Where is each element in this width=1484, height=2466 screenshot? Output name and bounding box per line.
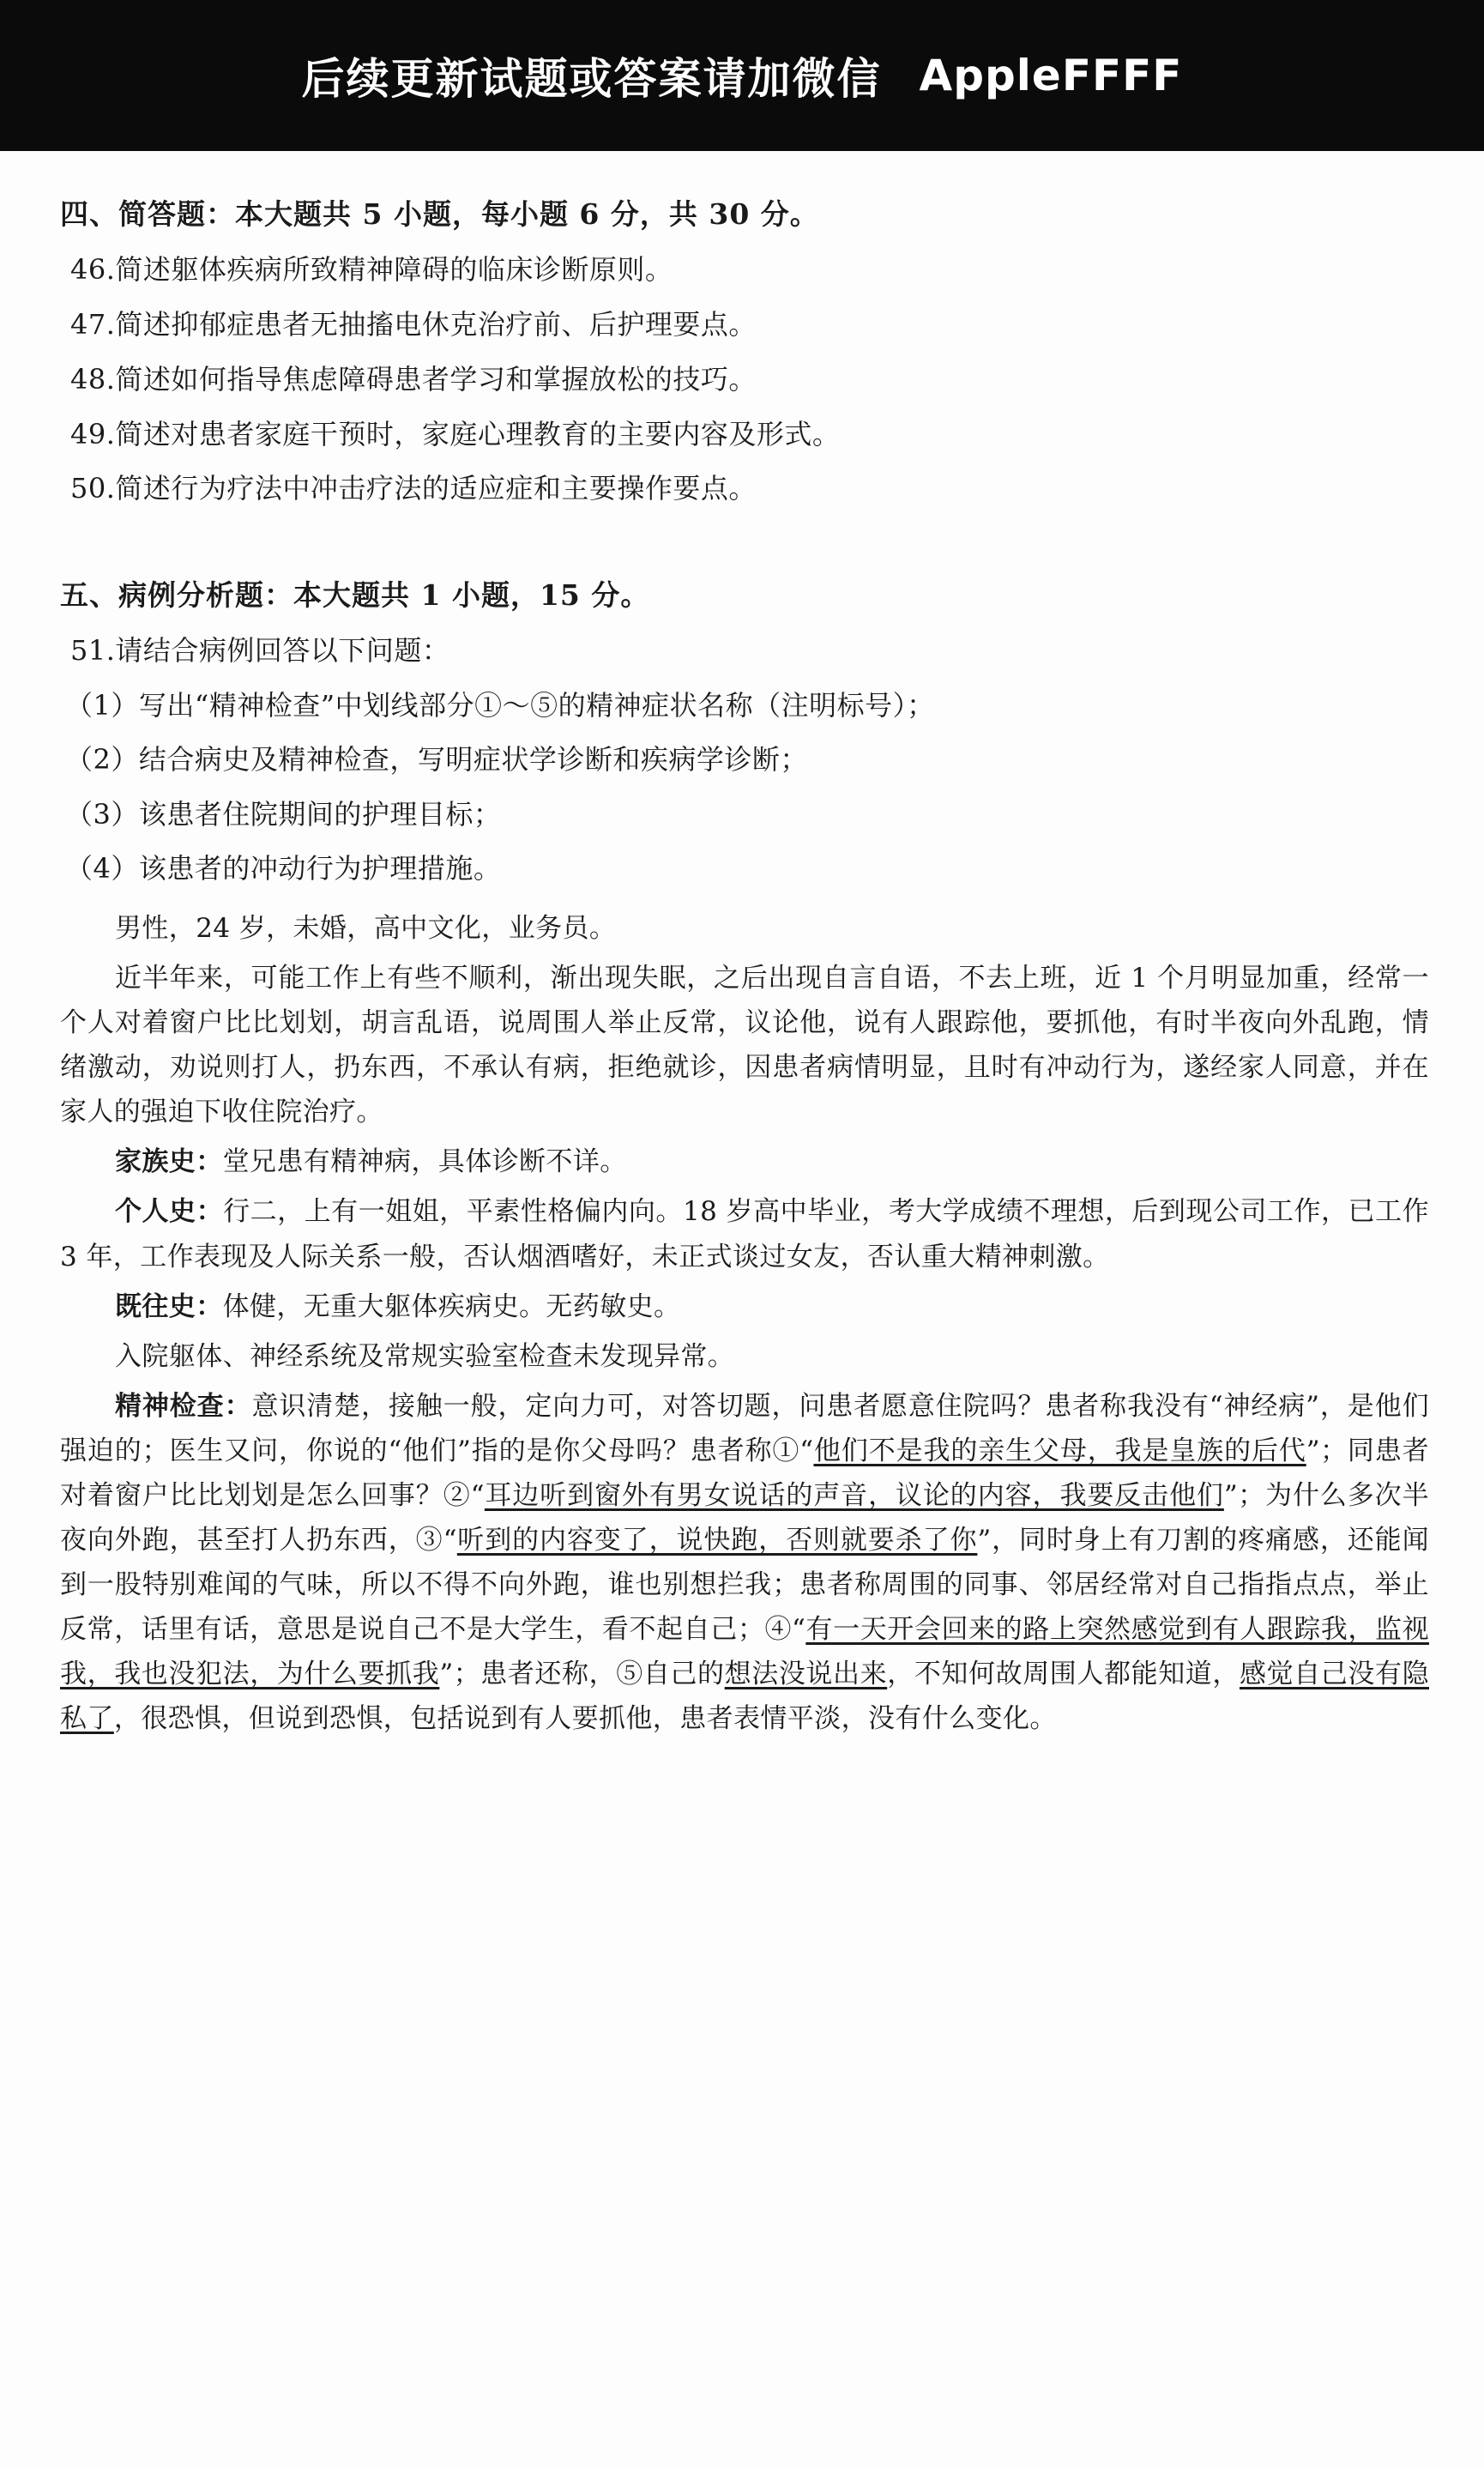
case-mental-exam [60, 1384, 1429, 1742]
case-past-history-label: 既往史： [115, 1290, 223, 1322]
case-admission-exam: 入院躯体、神经系统及常规实验室检查未发现异常。 [115, 1340, 735, 1372]
question-text: 简述抑郁症患者无抽搐电休克治疗前、后护理要点。 [115, 307, 757, 341]
case-past-history-text: 体健，无重大躯体疾病史。无药敏史。 [222, 1290, 681, 1322]
mental-exam-underline-1: 他们不是我的亲生父母，我是皇族的后代 [813, 1435, 1306, 1466]
question-number: 50. [70, 472, 116, 505]
question-number: 47. [70, 307, 116, 341]
mental-exam-text-3: ”；为什么多次半夜向外跑，甚至打人扔东西，③“ [60, 1479, 1429, 1556]
sub-question-item: （4）该患者的冲动行为护理措施。 [65, 851, 502, 885]
section-5-heading-lead: 五、病例分析题： [60, 578, 293, 613]
banner-notice-text: 后续更新试题或答案请加微信 [301, 54, 882, 104]
watermark-banner [0, 0, 1484, 151]
mental-exam-underline-6: 感觉自己没有隐私了 [60, 1659, 1429, 1735]
question-number: 51. [70, 634, 116, 668]
mental-exam-text-6: ，不知何故周围人都能知道， [887, 1659, 1240, 1690]
case-personal-history-text: 行二，上有一姐姐，平素性格偏内向。18 岁高中毕业，考大学成绩不理想，后到现公司工作，已工作 3 年，工作表现及人际关系一般，否认烟酒嗜好，未正式谈过女友，否认重大精神刺激。 [60, 1196, 1429, 1272]
document-body [0, 151, 1484, 1772]
case-description [60, 906, 1429, 1741]
case-family-history-label: 家族史： [115, 1146, 223, 1178]
question-item [60, 467, 1429, 511]
mental-exam-underline-4: 有一天开会回来的路上突然感觉到有人跟踪我，监视我，我也没犯法，为什么要抓我 [60, 1614, 1429, 1690]
question-text: 简述如何指导焦虑障碍患者学习和掌握放松的技巧。 [115, 362, 757, 396]
section-4-heading [60, 192, 1429, 236]
section-4-heading-rest: 本大题共 5 小题，每小题 6 分，共 30 分。 [235, 197, 819, 231]
mental-exam-underline-5: 想法没说出来 [724, 1659, 888, 1690]
question-number: 49. [70, 417, 116, 450]
question-number: 48. [70, 362, 116, 396]
section-5-heading-rest: 本大题共 1 小题，15 分。 [293, 578, 650, 613]
mental-exam-underline-2: 耳边听到窗外有男女说话的声音，议论的内容，我要反击他们 [484, 1479, 1224, 1511]
question-item [60, 303, 1429, 348]
case-mental-exam-label: 精神检查： [115, 1390, 252, 1422]
question-item [60, 629, 1429, 674]
case-intro: 男性，24 岁，未婚，高中文化，业务员。 [115, 913, 617, 944]
mental-exam-text-4: ”，同时身上有刀割的疼痛感，还能闻到一股特别难闻的气味，所以不得不向外跑，谁也别想拦我；患者称周围的同事、邻居经常对自己指指点点，举止反常，话里有话，意思是说自己不是大学生，看不起自己；④“ [60, 1525, 1429, 1646]
section-spacer [60, 522, 1429, 568]
question-item [60, 358, 1429, 402]
section-4-heading-lead: 四、简答题： [60, 197, 235, 231]
case-family-history-text: 堂兄患有精神病，具体诊断不详。 [222, 1146, 627, 1178]
question-text: 简述躯体疾病所致精神障碍的临床诊断原则。 [115, 253, 673, 287]
question-item [60, 248, 1429, 293]
question-number: 46. [70, 253, 116, 287]
sub-question-item: （1）写出“精神检查”中划线部分①～⑤的精神症状名称（注明标号）； [65, 689, 935, 722]
question-text: 简述行为疗法中冲击疗法的适应症和主要操作要点。 [115, 472, 757, 505]
mental-exam-text-1: 意识清楚，接触一般，定向力可，对答切题，问患者愿意住院吗？患者称我没有“神经病”，是他们强迫的；医生又问，你说的“他们”指的是你父母吗？患者称①“ [60, 1390, 1429, 1466]
banner-wechat-handle: AppleFFFF [919, 51, 1183, 100]
mental-exam-text-2: ”；同患者对着窗户比比划划是怎么回事？②“ [60, 1435, 1429, 1511]
case-history: 近半年来，可能工作上有些不顺利，渐出现失眠，之后出现自言自语，不去上班，近 1 个月明显加重，经常一个人对着窗户比比划划，胡言乱语，说周围人举止反常，议论他，说有人跟踪他，要抓他，有时半夜向外乱跑，情绪激动，劝说则打人，扔东西，不承认有病，拒绝就诊，因患者病情明显，且时有冲动行为，遂经家人同意，并在家人的强迫下收住院治疗。 [60, 963, 1429, 1128]
case-personal-history-label: 个人史： [115, 1196, 224, 1228]
case-personal-history [60, 1189, 1429, 1278]
sub-question-item: （3）该患者住院期间的护理目标； [65, 797, 502, 831]
question-text: 请结合病例回答以下问题： [115, 634, 450, 668]
question-item [60, 413, 1429, 457]
sub-question-item: （2）结合病史及精神检查，写明症状学诊断和疾病学诊断； [65, 743, 808, 777]
mental-exam-text-5: ”；患者还称，⑤自己的 [439, 1659, 725, 1690]
question-text: 简述对患者家庭干预时，家庭心理教育的主要内容及形式。 [115, 417, 841, 450]
section-5-heading [60, 573, 1429, 617]
case-family-history [60, 1139, 1429, 1184]
case-past-history [60, 1284, 1429, 1329]
mental-exam-text-7: ，很恐惧，但说到恐惧，包括说到有人要抓他，患者表情平淡，没有什么变化。 [113, 1703, 1057, 1735]
mental-exam-underline-3: 听到的内容变了，说快跑，否则就要杀了你 [456, 1525, 978, 1556]
